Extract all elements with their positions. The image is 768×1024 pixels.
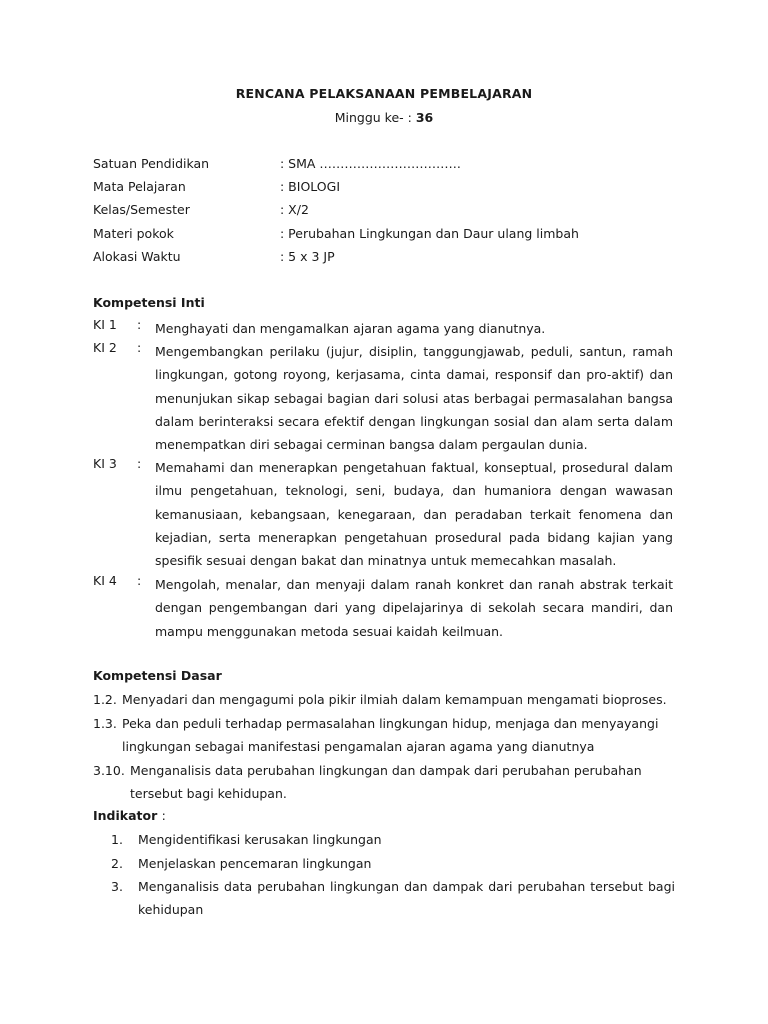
meta-label: Materi pokok — [93, 226, 174, 241]
indikator-number: 2. — [111, 856, 123, 871]
ki-text: Mengembangkan perilaku (jujur, disiplin, tanggungjawab, peduli, santun, ramah lingkungan, gotong royong, kerjasama, cinta damai, responsif dan pro-aktif) dan menunjukan sikap sebagai bagian dari solusi atas berbagai permasalahan bangsa dalam berinteraksi secara efektif dengan lingkungan sosial dan alam serta dalam menempatkan diri sebagai cerminan bangsa dalam pergaulan dunia. — [155, 344, 673, 453]
ki-colon: : — [137, 573, 142, 588]
meta-label: Kelas/Semester — [93, 202, 190, 217]
meta-value: : BIOLOGI — [280, 179, 341, 194]
meta-label: Satuan Pendidikan — [93, 156, 210, 171]
kd-text: Menganalisis data perubahan lingkungan dan dampak dari perubahan perubahan tersebut bagi kehidupan. — [130, 763, 642, 802]
ki-code: KI 1 — [93, 317, 117, 332]
kd-text — [122, 712, 672, 759]
indikator-text: Mengidentifikasi kerusakan lingkungan — [138, 832, 382, 847]
meta-value: : SMA ……………………………. — [280, 156, 461, 171]
meta-value: : X/2 — [280, 202, 309, 217]
ki-text: Mengolah, menalar, dan menyaji dalam ranah konkret dan ranah abstrak terkait dengan pengembangan dari yang dipelajarinya di sekolah secara mandiri, dan mampu menggunakan metoda sesuai kaidah keilmuan. — [155, 577, 673, 639]
indikator-text: Menjelaskan pencemaran lingkungan — [138, 856, 372, 871]
meta-label: Alokasi Waktu — [93, 249, 181, 264]
ki-code: KI 3 — [93, 456, 117, 471]
kompetensi-dasar-heading: Kompetensi Dasar — [93, 668, 222, 683]
kompetensi-inti-heading: Kompetensi Inti — [93, 295, 205, 310]
kd-number: 3.10. — [93, 763, 125, 778]
meta-label: Mata Pelajaran — [93, 179, 186, 194]
ki-colon: : — [137, 317, 142, 332]
week-line — [0, 110, 768, 125]
ki-code: KI 4 — [93, 573, 117, 588]
indikator-number: 3. — [111, 879, 123, 894]
indikator-number: 1. — [111, 832, 123, 847]
kd-number: 1.2. — [93, 692, 117, 707]
document-title: RENCANA PELAKSANAAN PEMBELAJARAN — [235, 86, 533, 101]
ki-colon: : — [137, 456, 142, 471]
ki-text: Menghayati dan mengamalkan ajaran agama yang dianutnya. — [155, 321, 546, 336]
indikator-text: Menganalisis data perubahan lingkungan dan dampak dari perubahan tersebut bagi kehidupan — [138, 879, 675, 918]
week-value: 36 — [415, 110, 434, 125]
ki-code: KI 2 — [93, 340, 117, 355]
indikator-heading-text: Indikator — [93, 808, 158, 823]
indikator-heading — [93, 808, 166, 823]
kd-number: 1.3. — [93, 716, 117, 731]
meta-value: : Perubahan Lingkungan dan Daur ulang limbah — [280, 226, 579, 241]
kd-text-content: Peka dan peduli terhadap permasalahan lingkungan hidup, menjaga dan menyayangi lingkungan sebagai manifestasi pengamalan ajaran agama yang dianutnya — [122, 716, 659, 755]
kd-text: Menyadari dan mengagumi pola pikir ilmiah dalam kemampuan mengamati bioproses. — [122, 692, 667, 707]
ki-colon: : — [137, 340, 142, 355]
indikator-colon: : — [161, 808, 166, 823]
ki-text: Memahami dan menerapkan pengetahuan faktual, konseptual, prosedural dalam ilmu pengetahuan, teknologi, seni, budaya, dan humaniora dengan wawasan kemanusiaan, kebangsaan, kenegaraan, dan peradaban terkait fenomena dan kejadian, serta menerapkan pengetahuan prosedural pada bidang kajian yang spesifik sesuai dengan bakat dan minatnya untuk memecahkan masalah. — [155, 460, 673, 569]
meta-value: : 5 x 3 JP — [280, 249, 335, 264]
week-label: Minggu ke- : — [334, 110, 412, 125]
